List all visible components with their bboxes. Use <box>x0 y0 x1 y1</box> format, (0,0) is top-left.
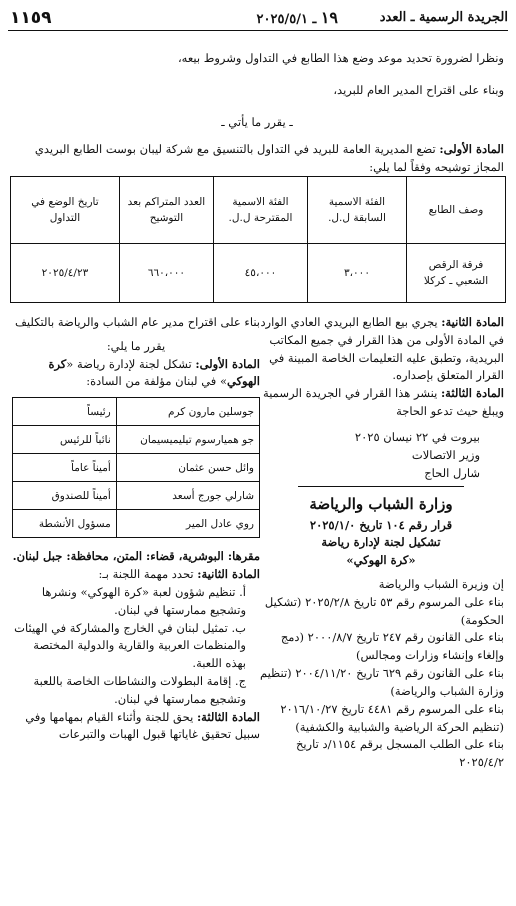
article-2-text: يجري بيع الطابع البريدي العادي الوارد في المادة الأولى من هذا القرار في جميع المكاتب البريدية، وتطبق عليه التعليمات الخاصة المبينة في القرار المتعلق بإصداره. <box>260 315 504 383</box>
member-role: أميناً للصندوق <box>13 482 117 510</box>
table-header-cell: الفئة الاسمية السابقة ل.ل. <box>308 177 407 244</box>
member-name: جو هميارسوم تيليميسيمان <box>116 426 259 454</box>
sport-name: «كرة الهوكي» <box>346 553 416 568</box>
left-intro: بناء على اقتراح مدير عام الشباب والرياضة بالتكليف <box>15 315 260 329</box>
signer-title: وزير الاتصالات <box>411 447 480 462</box>
decision-subject: تشكيل لجنة لإدارة رياضة <box>321 535 441 550</box>
decision-number: قرار رقم ١٠٤ تاريخ ٢٠٢٥/١/٠ <box>309 517 453 532</box>
left-decides: يقرر ما يلي: <box>106 338 166 353</box>
member-role: رئيساً <box>13 398 117 426</box>
committee-seat: مقرها: البوشرية، قضاء: المتن، محافظة: جبل لبنان. <box>12 549 260 564</box>
left-article-2 <box>12 566 260 584</box>
task-c: ج. إقامة البطولات والنشاطات الخاصة باللعبة وتشجيع ممارستها في لبنان. <box>33 673 246 706</box>
intro-block <box>10 50 504 177</box>
article-1-text: تضع المديرية العامة للبريد في التداول بالتنسيق مع شركة ليبان بوست الطابع البريدي المجاز توشيحه وفقاً لما يلي: <box>34 142 504 175</box>
article-3-label: المادة الثالثة: <box>440 386 504 401</box>
issue-info <box>257 6 338 31</box>
table-cell: ٦٦٠،٠٠٠ <box>119 244 213 303</box>
basis-item: بناء على الطلب المسجل برقم ١١٥٤/د تاريخ ٢٠٢٥/٤/٢ <box>295 737 504 770</box>
signer-name: شارل الحاج <box>424 465 480 480</box>
table-header-cell: الفئة الاسمية المقترحة ل.ل. <box>213 177 307 244</box>
issue-number: ١٩ <box>320 8 338 27</box>
stamp-table <box>10 176 506 303</box>
table-header-cell: وصف الطابع <box>407 177 506 244</box>
left-article-1 <box>12 356 260 392</box>
basis-item: بناء على المرسوم رقم ٥٣ تاريخ ٢٠٢٥/٢/٨ (تشكيل الحكومة) <box>264 594 504 627</box>
ministry-title: وزارة الشباب والرياضة <box>309 495 453 514</box>
member-name: شارلي جورج أسعد <box>116 482 259 510</box>
stamp-table-header <box>11 177 506 244</box>
right-column <box>258 314 504 772</box>
article-2-label: المادة الثانية: <box>441 315 504 329</box>
intro-line-2: وبناء على اقتراح المدير العام للبريد، <box>333 82 504 97</box>
member-role: نائباً للرئيس <box>13 426 117 454</box>
member-name: روي عادل المير <box>116 510 259 538</box>
basis-item: بناء على القانون رقم ٦٢٩ تاريخ ٢٠٠٤/١١/٢٠ (تنظيم وزارة الشباب والرياضة) <box>259 666 504 698</box>
article-1 <box>10 141 504 177</box>
article-2 <box>258 314 504 385</box>
table-row <box>13 426 260 454</box>
basis-item: بناء على القانون رقم ٢٤٧ تاريخ ٢٠٠٠/٨/٧ (دمج وإلغاء وإنشاء وزارات ومجالس) <box>280 630 504 663</box>
article-3 <box>258 385 504 421</box>
place-date: بيروت في ٢٢ نيسان ٢٠٢٥ <box>354 429 480 444</box>
left-article-1-text-b: » في لبنان مؤلفة من السادة: <box>86 374 227 389</box>
left-article-1-sport: كرة الهوكي <box>48 356 260 389</box>
table-header-cell: تاريخ الوضع في التداول <box>11 177 120 244</box>
article-1-label: المادة الأولى: <box>439 142 504 157</box>
left-article-3 <box>12 709 260 745</box>
table-row <box>13 398 260 426</box>
task-b: ب. تمثيل لبنان في الخارج والمشاركة في الهيئات والمنظمات العربية والقارية والدولية المختصة بهذه اللعبة. <box>14 620 246 671</box>
left-article-3-label: المادة الثالثة: <box>196 709 260 724</box>
page-header <box>8 6 508 31</box>
task-a: أ. تنظيم شؤون لعبة «كرة الهوكي» ونشرها وتشجيع ممارستها في لبنان. <box>41 584 246 617</box>
left-article-3-text: يحق للجنة وأثناء القيام بمهامها وفي سبيل تحقيق غاياتها قبول الهبات والتبرعات <box>25 709 260 742</box>
decides-line: ـ يقرر ما يأتي ـ <box>221 114 293 129</box>
table-header-cell: العدد المتراكم بعد التوشيح <box>119 177 213 244</box>
left-article-1-label: المادة الأولى: <box>195 356 260 371</box>
table-row <box>13 454 260 482</box>
gazette-title: الجريدة الرسمية ـ العدد <box>379 10 508 25</box>
issue-date: ـ ٢٠٢٥/٥/١ <box>256 12 317 27</box>
member-name: وائل حسن عثمان <box>116 454 259 482</box>
page-number: ١١٥٩ <box>10 8 52 28</box>
table-row <box>13 482 260 510</box>
intro-line-1: ونظرا لضرورة تحديد موعد وضع هذا الطابع في التداول وشروط بيعه، <box>177 51 504 65</box>
minister-intro: إن وزيرة الشباب والرياضة <box>378 577 504 591</box>
table-cell: ٤٥،٠٠٠ <box>213 244 307 303</box>
table-cell: فرقة الرقص الشعبي ـ كركلا <box>407 244 506 303</box>
table-cell: ٢٠٢٥/٤/٢٣ <box>11 244 120 303</box>
left-article-2-text: تحدد مهمة اللجنة بـ: <box>98 567 194 582</box>
table-row <box>13 510 260 538</box>
member-role: أميناً عاماً <box>13 454 117 482</box>
table-row <box>11 244 506 303</box>
member-role: مسؤول الأنشطة <box>13 510 117 538</box>
left-article-1-text-a: تشكل لجنة لإدارة رياضة « <box>66 356 192 371</box>
left-article-2-label: المادة الثانية: <box>197 567 260 582</box>
section-divider <box>298 486 464 487</box>
member-name: جوسلين مارون كرم <box>116 398 259 426</box>
members-table <box>12 397 260 538</box>
basis-item: بناء على المرسوم رقم ٤٤٨١ تاريخ ٢٠١٦/١٠/٢٧ (تنظيم الحركة الرياضية والشبابية والكشفية) <box>280 701 504 734</box>
table-cell: ٣،٠٠٠ <box>308 244 407 303</box>
article-3-text: ينشر هذا القرار في الجريدة الرسمية ويبلغ حيث تدعو الحاجة <box>263 386 504 419</box>
left-column <box>12 314 260 744</box>
